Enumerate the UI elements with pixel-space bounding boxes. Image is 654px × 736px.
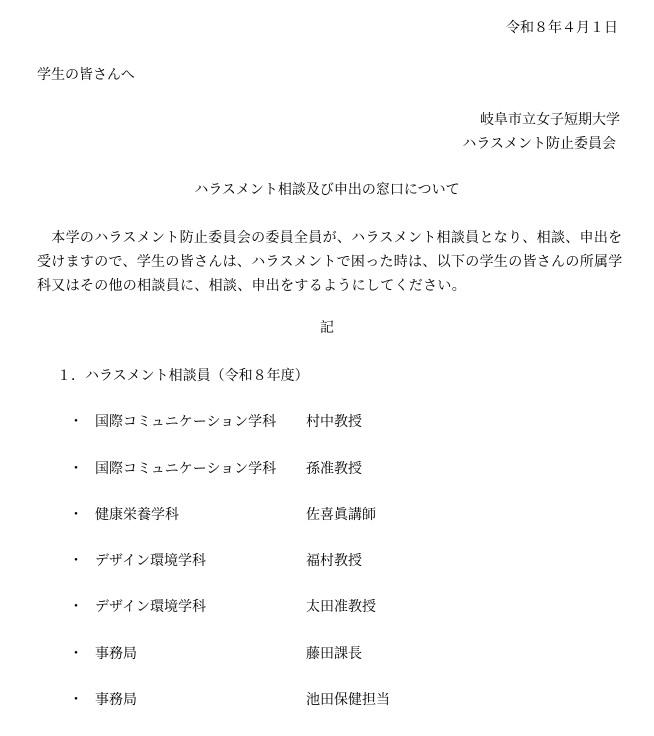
department-name: 事務局 <box>95 692 137 708</box>
department-name: 国際コミュニケーション学科 <box>95 414 277 430</box>
body-line: 受けますので、学生の皆さんは、ハラスメントで困った時は、以下の学生の皆さんの所属学 <box>37 254 623 270</box>
document-title: ハラスメント相談及び申出の窓口について <box>194 182 460 198</box>
bullet-icon: ・ <box>69 461 83 477</box>
counselor-name: 福村教授 <box>306 553 362 569</box>
section-heading: １．ハラスメント相談員（令和８年度） <box>57 368 309 384</box>
bullet-icon: ・ <box>69 646 83 662</box>
list-item <box>0 690 654 710</box>
department-name: 健康栄養学科 <box>95 507 179 523</box>
list-item <box>0 597 654 617</box>
list-item <box>0 459 654 479</box>
bullet-icon: ・ <box>69 553 83 569</box>
issue-date: 令和８年４月１日 <box>506 20 618 36</box>
organization-name: 岐阜市立女子短期大学 <box>480 112 620 128</box>
department-name: デザイン環境学科 <box>95 553 207 569</box>
counselor-name: 佐喜眞講師 <box>306 507 376 523</box>
counselor-name: 太田准教授 <box>306 599 376 615</box>
bullet-icon: ・ <box>69 692 83 708</box>
bullet-icon: ・ <box>69 599 83 615</box>
department-name: 国際コミュニケーション学科 <box>95 461 277 477</box>
body-line: 科又はその他の相談員に、相談、申出をするようにしてください。 <box>37 278 466 294</box>
ki-heading: 記 <box>320 320 334 336</box>
body-paragraph <box>37 226 627 298</box>
addressee: 学生の皆さんへ <box>37 67 135 83</box>
committee-name: ハラスメント防止委員会 <box>462 136 616 152</box>
counselor-name: 藤田課長 <box>306 646 362 662</box>
counselor-name: 村中教授 <box>306 414 362 430</box>
department-name: 事務局 <box>95 646 137 662</box>
counselor-name: 池田保健担当 <box>306 692 390 708</box>
department-name: デザイン環境学科 <box>95 599 207 615</box>
body-line: 本学のハラスメント防止委員会の委員全員が、ハラスメント相談員となり、相談、申出を <box>37 230 623 246</box>
list-item <box>0 505 654 525</box>
bullet-icon: ・ <box>69 507 83 523</box>
list-item <box>0 412 654 432</box>
bullet-icon: ・ <box>69 414 83 430</box>
list-item <box>0 644 654 664</box>
counselor-name: 孫准教授 <box>306 461 362 477</box>
list-item <box>0 551 654 571</box>
